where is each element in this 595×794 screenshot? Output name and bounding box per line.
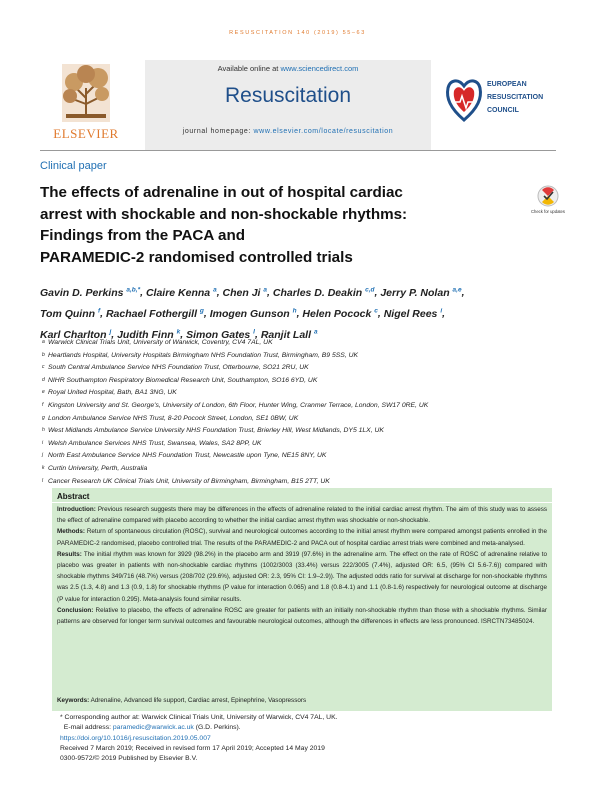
author[interactable]: Tom Quinn $^f$ (40, 307, 101, 320)
check-for-updates-badge[interactable] (533, 184, 563, 220)
author[interactable]: Ranjit Lall $^a$ (260, 328, 318, 341)
erc-name (487, 78, 543, 117)
homepage-prefix: journal homepage: (182, 128, 254, 135)
author[interactable]: Helen Pocock $^c$ (302, 307, 378, 320)
header-divider (40, 150, 556, 151)
abstract-heading: Abstract (57, 492, 90, 501)
erc-heart-logo (444, 72, 484, 124)
author[interactable]: Charles D. Deakin $^{c,d}$ (272, 286, 375, 299)
journal-reference: RESUSCITATION 140 (2019) 55–63 (229, 30, 366, 36)
abstract-body (57, 504, 547, 627)
author[interactable]: Simon Gates $^l$ (186, 328, 255, 341)
author[interactable]: Nigel Rees $^i$ (383, 307, 443, 320)
footnote (60, 713, 540, 764)
affiliation: g London Ambulance Service NHS Trust, 8-20 Pocock Street, London, SE1 0BW, UK (42, 414, 299, 422)
affiliation: c South Central Ambulance Service NHS Foundation Trust, Otterbourne, SO21 2RU, UK (42, 364, 309, 372)
abstract-results: Results: The initial rhythm was known for 3929 (98.2%) in the placebo arm and 3919 (97.6%) in the adrenaline arm. The effect on the rate of ROSC of adrenaline relative to placebo was greater in patients with non-shockable cardiac rhythms (1002/3003 (33.4%) versus 222/3005 (7.4%), adjusted OR: 6.5, (95% CI 5.6-7.6)) compared with shockable rhythms 349/716 (48.7%) versus (208/702 (29.6%), adjusted OR: 2.3, 95% CI: 1.9–2.9)). The adjusted odds ratio for survival at discharge for non-shockable rhythms was 2.5 (1.3, 4.8) and 1.3 (0.9, 1.8) for shockable rhythms (P value for interaction 0.065) and 1.8 (0.8-4.1) and 1.1 (0.8-1.6) respectively for neurological outcome at discharge (P value for interaction 0.295). Meta-analysis found similar results. (57, 550, 547, 603)
elsevier-wordmark: ELSEVIER (53, 126, 119, 141)
copyright: 0300-9572/© 2019 Published by Elsevier B.V. (60, 755, 198, 763)
available-online-line (145, 64, 431, 73)
title-line: Findings from the PACA and (40, 227, 246, 244)
title-line: The effects of adrenaline in out of hospital cardiac (40, 184, 403, 201)
author[interactable]: Karl Charlton $^j$ (40, 328, 112, 341)
article-type: Clinical paper (40, 160, 107, 172)
affiliation-list (42, 337, 558, 488)
affiliation: b Heartlands Hospital, University Hospitals Birmingham NHS Foundation Trust, Birmingham, B9 5SS, UK (42, 351, 359, 359)
author-list: Gavin D. Perkins $^{a,b,*}$, Claire Kenna $^a$, Chen Ji $^a$, Charles D. Deakin $^{c,d}$, Jerry P. Nolan $^{a,e}$, Tom Quinn $^f$, Rachael Fothergill $^g$, Imogen Gunson $^h$, Helen Pocock $^c$, Nigel Rees $^i$, Karl Charlton $^j$, Judith Finn $^k$, Simon Gates $^l$, Ranjit Lall $^a$ (40, 286, 465, 341)
author[interactable]: Judith Finn $^k$ (117, 328, 181, 341)
abstract-methods: Methods: Return of spontaneous circulation (ROSC), survival and neurological outcomes according to the initial arrest rhythm were compared amongst patients enrolled in the PARAMEDIC-2 randomised, placebo controlled trial. The results of the PARAMEDIC-2 and PACA out of hospital cardiac arrest trials were combined and meta-analysed. (57, 528, 547, 547)
corresponding-author: * Corresponding author at: Warwick Clinical Trials Unit, University of Warwick, CV4 7AL, UK. (60, 714, 338, 721)
affiliation: a Warwick Clinical Trials Unit, University of Warwick, Coventry, CV4 7AL, UK (42, 339, 273, 346)
email-line: E-mail address: paramedic@warwick.ac.uk (G.D. Perkins). (63, 724, 241, 732)
affiliation: e Royal United Hospital, Bath, BA1 3NG, UK (42, 389, 177, 397)
author[interactable]: Rachael Fothergill $^g$ (105, 307, 204, 320)
author[interactable]: Chen Ji $^a$ (222, 286, 268, 299)
abstract-divider (52, 502, 552, 503)
journal-homepage-line (145, 128, 431, 135)
erc-line-3: COUNCIL (487, 107, 519, 114)
erc-line-2: RESUSCITATION (487, 94, 544, 101)
title-line: PARAMEDIC-2 randomised controlled trials (40, 248, 353, 266)
journal-title: Resuscitation (224, 84, 352, 107)
email-link[interactable]: paramedic@warwick.ac.uk (112, 724, 194, 732)
abstract-introduction: Introduction: Previous research suggests there may be differences in the effects of adrenaline related to the initial cardiac arrest rhythm. The aim of this study was to assess the effect of adrenaline compared with placebo according to whether the initial cardiac arrest rhythm was shockable or non-shockable. (57, 506, 547, 525)
author[interactable]: Claire Kenna $^a$ (145, 286, 217, 299)
author[interactable]: Gavin D. Perkins $^{a,b,*}$ (40, 286, 141, 299)
check-badge-label: Check for updates (531, 209, 565, 214)
affiliation: k Curtin University, Perth, Australia (42, 464, 148, 472)
affiliation: j North East Ambulance Service NHS Foundation Trust, Newcastle upon Tyne, NE15 8NY, UK (42, 452, 327, 460)
received-dates: Received 7 March 2019; Received in revised form 17 April 2019; Accepted 14 May 2019 (60, 744, 325, 752)
affiliation: i Welsh Ambulance Services NHS Trust, Swansea, Wales, SA2 8PP, UK (42, 439, 262, 447)
title-line: arrest with shockable and non-shockable rhythms: (40, 205, 408, 223)
affiliation: f Kingston University and St. George's, University of London, 6th Floor, Hunter Wing, Cranmer Terrace, London, SW17 0RE, UK (42, 401, 429, 409)
article-title (40, 182, 520, 268)
doi-link[interactable]: https://doi.org/10.1016/j.resuscitation.2019.05.007 (60, 734, 211, 742)
abstract-conclusion: Conclusion: Relative to placebo, the effects of adrenaline ROSC are greater for patients with an initially non-shockable rhythm than those with a shockable rhythms. Similar patterns are observed for longer term survival outcomes and favourable neurological outcomes, although the differences in effects are less pronounced. ISRCTN73485024. (57, 606, 547, 626)
keywords: Keywords: Adrenaline, Advanced life support, Cardiac arrest, Epinephrine, Vasopressors (57, 697, 307, 704)
sciencedirect-link[interactable]: www.sciencedirect.com (280, 64, 359, 73)
affiliation: l Cancer Research UK Clinical Trials Unit, University of Birmingham, Birmingham, B15 2TT, UK (42, 477, 330, 485)
author[interactable]: Imogen Gunson $^h$ (209, 307, 297, 320)
author[interactable]: Jerry P. Nolan $^{a,e}$ (380, 286, 462, 299)
erc-line-1: EUROPEAN (487, 81, 527, 88)
affiliation: h West Midlands Ambulance Service University NHS Foundation Trust, Brierley Hill, West Midlands, DY5 1LX, UK (42, 427, 384, 435)
available-prefix: Available online at (217, 64, 281, 73)
homepage-link[interactable]: www.elsevier.com/locate/resuscitation (253, 128, 394, 135)
affiliation: d NIHR Southampton Respiratory Biomedical Research Unit, Southampton, SO16 6YD, UK (42, 376, 318, 384)
